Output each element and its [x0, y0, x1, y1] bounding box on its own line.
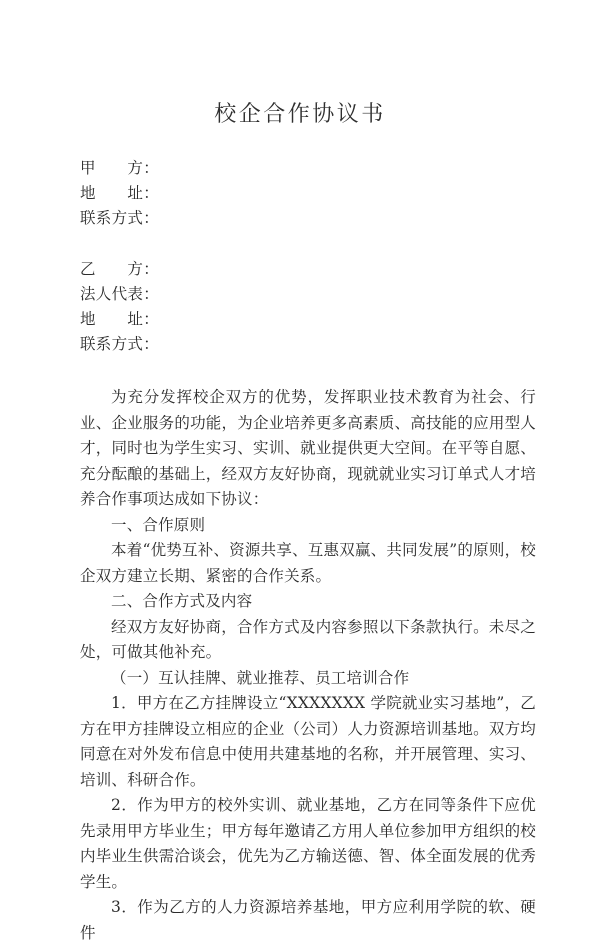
party-b-legal-rep-field: 法人代表： — [80, 285, 160, 303]
section-two-text: 经双方友好协商，合作方式及内容参照以下条款执行。未尽之处，可做其他补充。 — [80, 617, 536, 661]
party-b-name-field: 乙 方： — [80, 260, 160, 278]
clause-item-1: 1．甲方在乙方挂牌设立“XXXXXXX 学院就业实习基地”，乙方在甲方挂牌设立相应的企业（公司）人力资源培训基地。双方均同意在对外发布信息中使用共建基地的名称，并开展管理、实习、培训、科研合作。 — [80, 694, 536, 789]
party-b-address-field: 地 址： — [80, 310, 160, 328]
party-a-contact-field: 联系方式： — [80, 209, 160, 227]
party-b-contact-field: 联系方式： — [80, 335, 160, 353]
clause-item-2: 2．作为甲方的校外实训、就业基地，乙方在同等条件下应优先录用甲方毕业生；甲方每年邀请乙方用人单位参加甲方组织的校内毕业生供需洽谈会，优先为乙方输送德、智、体全面发展的优秀学生。 — [80, 796, 536, 891]
section-one-heading: 一、合作原则 — [111, 515, 206, 534]
agreement-body — [80, 385, 536, 946]
preamble-paragraph: 为充分发挥校企双方的优势，发挥职业技术教育为社会、行业、企业服务的功能，为企业培养更多高素质、高技能的应用型人才，同时也为学生实习、实训、就业提供更大空间。在平等自愿、充分酝酿的基础上，经双方友好协商，现就就业实习订单式人才培养合作事项达成如下协议： — [80, 388, 536, 508]
document-content — [64, 156, 536, 946]
section-one-text: 本着“优势互补、资源共享、互惠双赢、共同发展”的原则，校企双方建立长期、紧密的合作关系。 — [80, 541, 536, 585]
subsection-one-heading: （一）互认挂牌、就业推荐、员工培训合作 — [111, 668, 410, 687]
page-title: 校企合作协议书 — [214, 102, 386, 127]
party-a-name-field: 甲 方： — [80, 159, 160, 177]
party-a-block — [80, 156, 536, 231]
clause-item-3: 3．作为乙方的人力资源培养基地，甲方应利用学院的软、硬件 — [80, 898, 536, 942]
section-two-heading: 二、合作方式及内容 — [111, 592, 253, 610]
party-a-address-field: 地 址： — [80, 184, 160, 202]
party-b-block — [80, 257, 536, 357]
